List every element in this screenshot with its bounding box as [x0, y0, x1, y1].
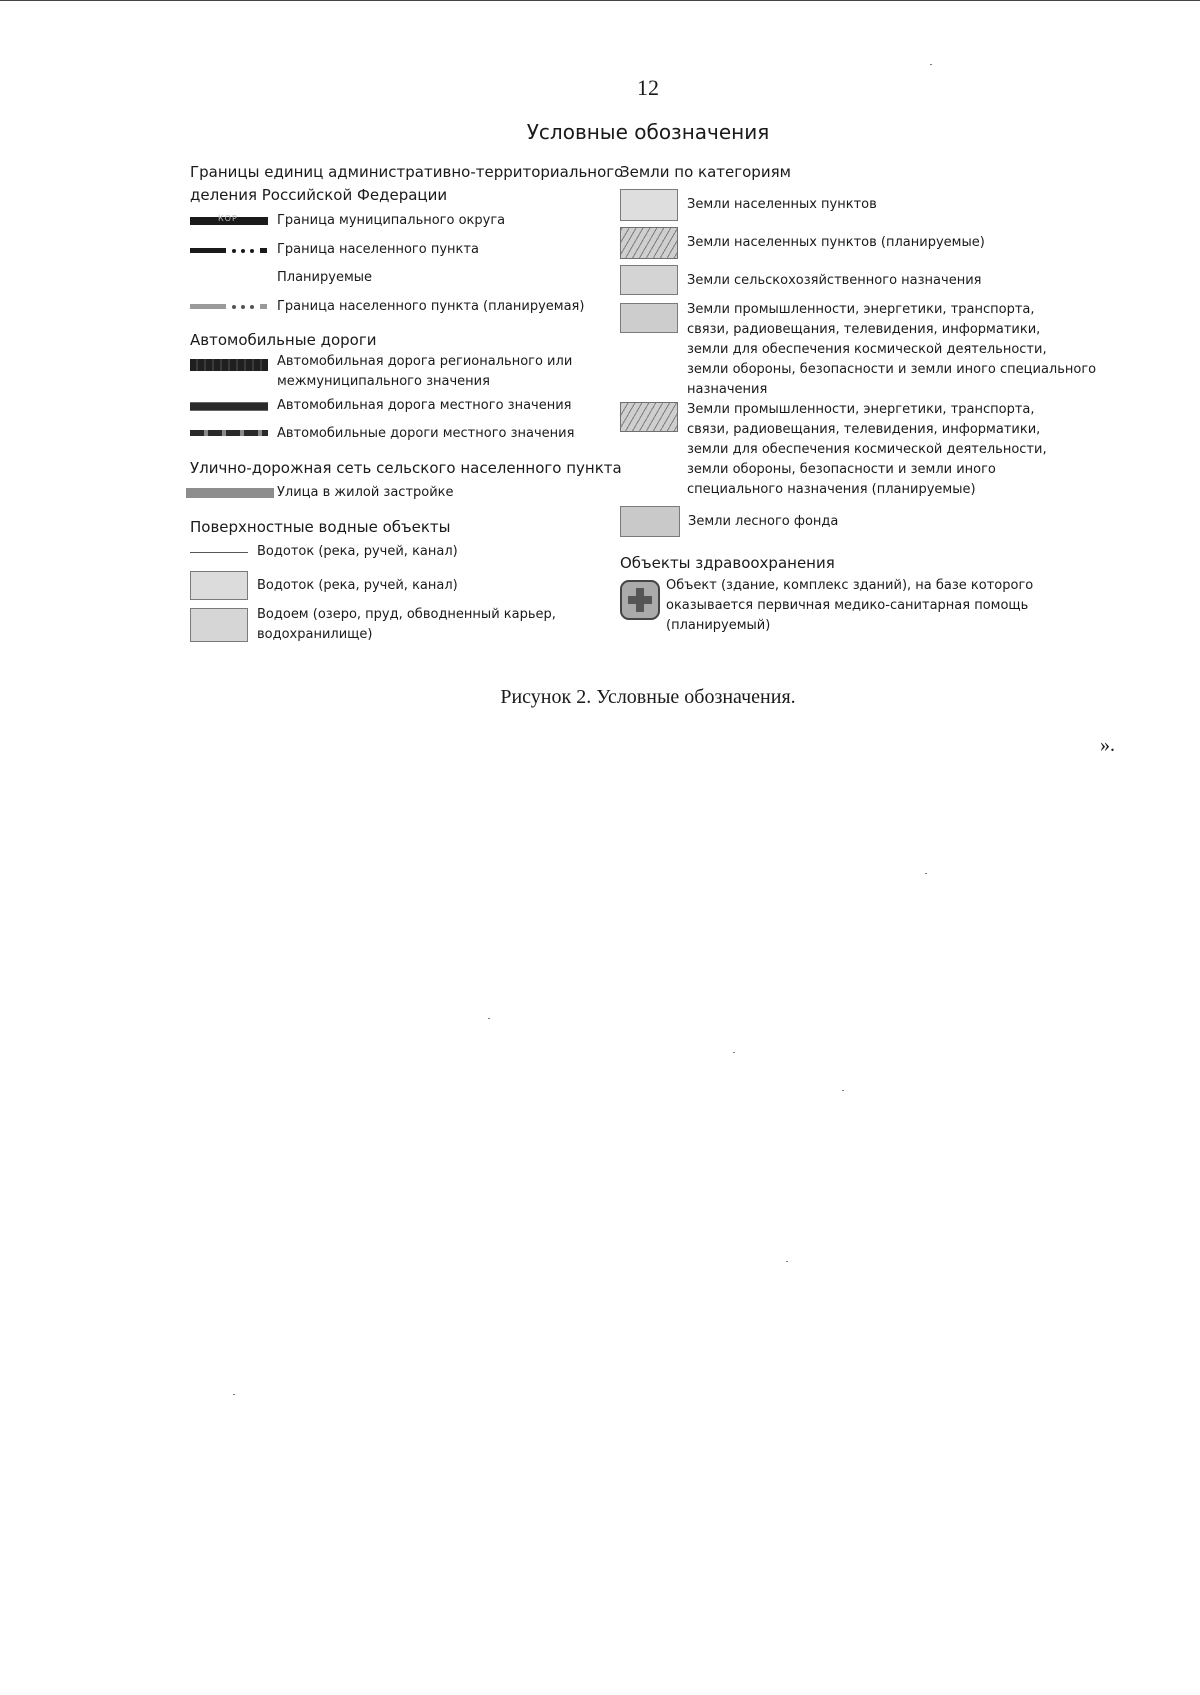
street-network-heading: Улично-дорожная сеть сельского населенного пункта	[190, 459, 622, 477]
legend-industrial-lands-line4: земли обороны, безопасности и земли иного специального	[687, 362, 1097, 377]
roads-heading: Автомобильные дороги	[190, 331, 377, 349]
legend-planned-industrial-lands-line1: Земли промышленности, энергетики, транспорта,	[687, 402, 1035, 417]
legend-planned-industrial-lands-line4: земли обороны, безопасности и земли иного	[687, 462, 996, 477]
planned-settlement-boundary-symbol	[190, 304, 268, 310]
agricultural-lands-symbol	[620, 265, 678, 295]
legend-forest-lands: Земли лесного фонда	[688, 514, 839, 529]
boundaries-heading-line2: деления Российской Федерации	[190, 186, 448, 204]
legend-stream-area: Водоток (река, ручей, канал)	[257, 578, 458, 593]
legend-industrial-lands-line5: назначения	[687, 382, 768, 397]
legend-planned-industrial-lands-line3: земли для обеспечения космической деятельности,	[687, 442, 1047, 457]
closing-quote: ».	[1100, 734, 1115, 756]
legend-planned-settlement-boundary: Граница населенного пункта (планируемая)	[277, 299, 585, 314]
legend-planned-settlement-lands: Земли населенных пунктов (планируемые)	[687, 235, 985, 250]
stream-area-symbol	[190, 571, 248, 600]
scan-speck	[930, 64, 932, 65]
local-road-symbol	[190, 402, 268, 411]
settlement-boundary-symbol	[190, 248, 268, 254]
legend-planned-subheading: Планируемые	[277, 270, 373, 285]
local-roads-symbol	[190, 430, 268, 436]
scan-speck	[842, 1090, 844, 1091]
page-number: 12	[637, 75, 659, 100]
legend-settlement-boundary: Граница населенного пункта	[277, 242, 479, 257]
legend-regional-road-line2: межмуниципального значения	[277, 374, 490, 389]
health-heading: Объекты здравоохранения	[620, 554, 835, 572]
legend-medical-facility-line2: оказывается первичная медико-санитарная помощь	[666, 598, 1029, 613]
legend-industrial-lands-line3: земли для обеспечения космической деятельности,	[687, 342, 1047, 357]
residential-street-symbol	[186, 488, 274, 498]
forest-lands-symbol	[620, 506, 680, 537]
scan-speck	[925, 873, 927, 874]
lands-heading: Земли по категориям	[620, 163, 791, 181]
legend-industrial-lands-line1: Земли промышленности, энергетики, транспорта,	[687, 302, 1035, 317]
legend-medical-facility-line3: (планируемый)	[666, 618, 771, 633]
scan-speck	[233, 1394, 235, 1395]
legend-residential-street: Улица в жилой застройке	[277, 485, 454, 500]
medical-cross-icon	[622, 582, 658, 618]
legend-planned-industrial-lands-line5: специального назначения (планируемые)	[687, 482, 976, 497]
scan-speck	[488, 1018, 490, 1019]
boundaries-heading-line1: Границы единиц административно-территориального	[190, 163, 624, 181]
legend-regional-road-line1: Автомобильная дорога регионального или	[277, 354, 573, 369]
legend-planned-industrial-lands-line2: связи, радиовещания, телевидения, информатики,	[687, 422, 1041, 437]
legend-industrial-lands-line2: связи, радиовещания, телевидения, информатики,	[687, 322, 1041, 337]
legend-reservoir-line1: Водоем (озеро, пруд, обводненный карьер,	[257, 607, 556, 622]
legend-medical-facility-line1: Объект (здание, комплекс зданий), на базе которого	[666, 578, 1034, 593]
legend-local-roads: Автомобильные дороги местного значения	[277, 426, 575, 441]
reservoir-symbol	[190, 608, 248, 642]
planned-settlement-lands-symbol	[620, 227, 678, 259]
planned-industrial-lands-symbol	[620, 402, 678, 432]
municipal-boundary-symbol-label: КОР	[218, 214, 238, 223]
settlement-lands-symbol	[620, 189, 678, 221]
figure-caption: Рисунок 2. Условные обозначения.	[500, 686, 796, 708]
legend-local-road: Автомобильная дорога местного значения	[277, 398, 572, 413]
legend-reservoir-line2: водохранилище)	[257, 627, 373, 642]
municipal-boundary-symbol	[190, 214, 268, 225]
legend-stream-line: Водоток (река, ручей, канал)	[257, 544, 458, 559]
scan-top-edge	[0, 0, 1200, 1]
regional-road-symbol	[190, 359, 268, 371]
water-heading: Поверхностные водные объекты	[190, 518, 451, 536]
industrial-lands-symbol	[620, 303, 678, 333]
legend-settlement-lands: Земли населенных пунктов	[687, 197, 877, 212]
legend-title: Условные обозначения	[526, 120, 770, 144]
legend-agricultural-lands: Земли сельскохозяйственного назначения	[687, 273, 982, 288]
medical-facility-symbol	[620, 580, 660, 620]
stream-line-symbol	[190, 552, 248, 553]
scan-speck	[733, 1052, 735, 1053]
scan-speck	[786, 1261, 788, 1262]
legend-municipal-boundary: Граница муниципального округа	[277, 213, 506, 228]
